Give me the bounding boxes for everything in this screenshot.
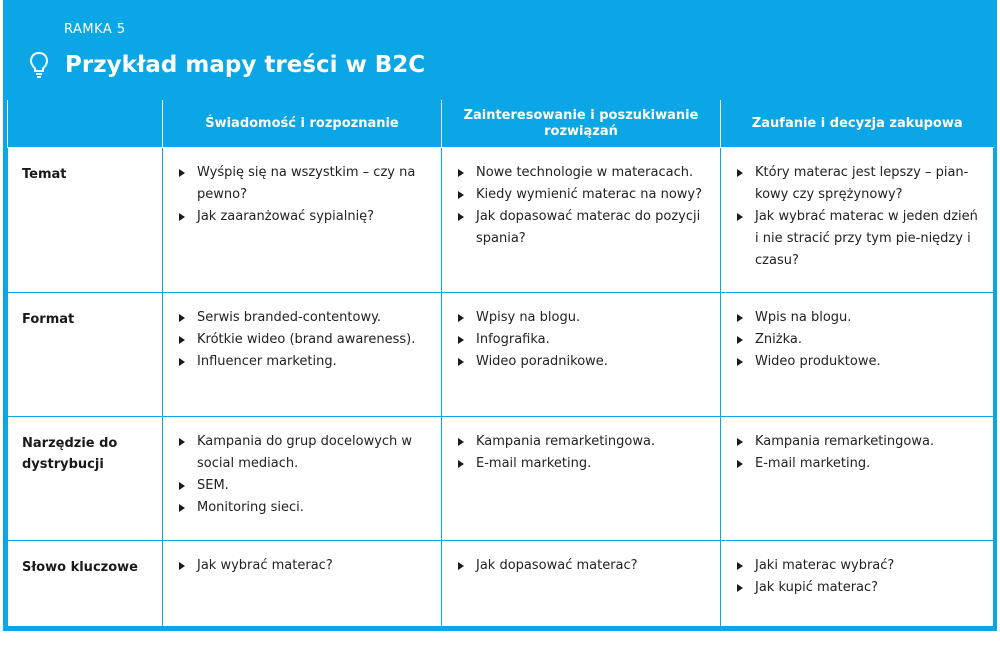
triangle-bullet-icon [458,460,464,468]
list-item: Wideo poradnikowe. [456,351,710,373]
triangle-bullet-icon [179,358,185,366]
table-row [8,148,994,293]
triangle-bullet-icon [458,213,464,221]
list-item: Wyśpię się na wszystkim – czy na pewno? [177,162,431,206]
list-item: Który materac jest lepszy – pian-kowy czy sprężynowy? [735,162,983,206]
table-header-row [8,100,994,148]
triangle-bullet-icon [179,562,185,570]
row-label: Format [8,293,163,417]
list-item: Kampania remarketingowa. [456,431,710,453]
list-item: Kampania remarketingowa. [735,431,983,453]
triangle-bullet-icon [737,460,743,468]
triangle-bullet-icon [737,314,743,322]
triangle-bullet-icon [737,169,743,177]
row-label: Temat [8,148,163,293]
box-frame [3,0,997,631]
triangle-bullet-icon [458,562,464,570]
triangle-bullet-icon [179,336,185,344]
triangle-bullet-icon [179,504,185,512]
row-label: Narzędzie do dystrybucji [8,417,163,541]
triangle-bullet-icon [179,438,185,446]
triangle-bullet-icon [458,169,464,177]
list-item: Jak dopasować materac? [456,555,710,577]
triangle-bullet-icon [458,336,464,344]
list-item: Wpis na blogu. [735,307,983,329]
table-cell [442,293,721,417]
table-cell [163,293,442,417]
triangle-bullet-icon [179,213,185,221]
list-item: Jak wybrać materac w jeden dzień i nie stracić przy tym pie-niędzy i czasu? [735,206,983,272]
triangle-bullet-icon [179,169,185,177]
list-item: Kampania do grup docelowych w social mediach. [177,431,431,475]
list-item: E-mail marketing. [735,453,983,475]
list-item: Wpisy na blogu. [456,307,710,329]
triangle-bullet-icon [458,358,464,366]
column-header-awareness: Świadomość i rozpoznanie [163,100,442,148]
table-cell [163,148,442,293]
list-item: Jak dopasować materac do pozycji spania? [456,206,710,250]
triangle-bullet-icon [737,584,743,592]
triangle-bullet-icon [458,314,464,322]
table-cell [721,148,994,293]
triangle-bullet-icon [737,562,743,570]
list-item: Jak wybrać materac? [177,555,431,577]
list-item: Jak zaaranżować sypialnię? [177,206,431,228]
triangle-bullet-icon [458,191,464,199]
list-item: Wideo produktowe. [735,351,983,373]
list-item: Influencer marketing. [177,351,431,373]
table-cell [721,417,994,541]
table-cell [163,417,442,541]
triangle-bullet-icon [737,438,743,446]
list-item: Jaki materac wybrać? [735,555,983,577]
triangle-bullet-icon [737,213,743,221]
content-map-table [7,100,994,627]
list-item: Nowe technologie w materacach. [456,162,710,184]
box-header [3,0,997,96]
lightbulb-icon [29,51,49,79]
column-header-decision: Zaufanie i decyzja zakupowa [721,100,994,148]
triangle-bullet-icon [179,482,185,490]
page-title: Przykład mapy treści w B2C [65,52,426,78]
list-item: E-mail marketing. [456,453,710,475]
list-item: Monitoring sieci. [177,497,431,519]
triangle-bullet-icon [179,314,185,322]
list-item: Infografika. [456,329,710,351]
box-number-label: RAMKA 5 [64,22,126,37]
table-cell [163,541,442,627]
table-row [8,541,994,627]
list-item: Serwis branded-contentowy. [177,307,431,329]
list-item: Kiedy wymienić materac na nowy? [456,184,710,206]
title-row [29,48,425,82]
table-cell [721,541,994,627]
table-row [8,293,994,417]
triangle-bullet-icon [737,336,743,344]
column-header-interest: Zainteresowanie i poszukiwanie rozwiązań [442,100,721,148]
table-cell [442,541,721,627]
row-label: Słowo kluczowe [8,541,163,627]
triangle-bullet-icon [737,358,743,366]
triangle-bullet-icon [458,438,464,446]
column-header-empty [8,100,163,148]
list-item: Krótkie wideo (brand awareness). [177,329,431,351]
list-item: SEM. [177,475,431,497]
list-item: Jak kupić materac? [735,577,983,599]
table-cell [442,148,721,293]
table-row [8,417,994,541]
table-cell [442,417,721,541]
list-item: Zniżka. [735,329,983,351]
table-cell [721,293,994,417]
